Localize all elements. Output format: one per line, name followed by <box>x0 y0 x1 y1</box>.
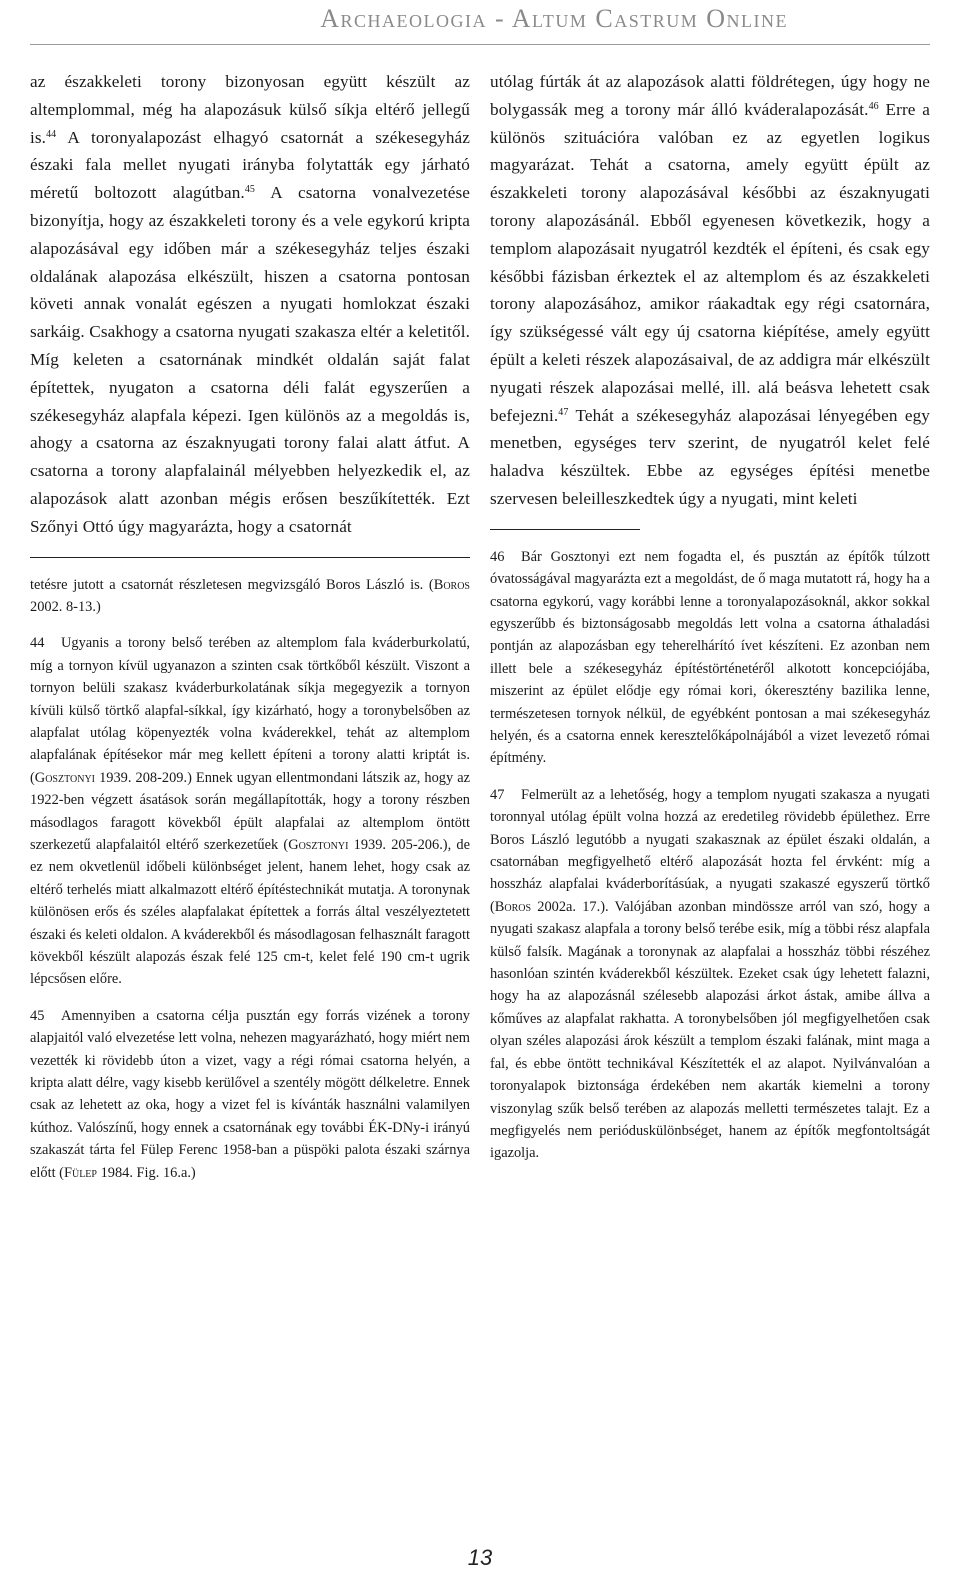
footnote-ref-47[interactable]: 47 <box>558 406 569 418</box>
header-rule <box>30 44 930 45</box>
left-column <box>30 68 470 1198</box>
left-body-paragraph: az északkeleti torony bizonyosan együtt készült az altemplommal, még ha alapozásuk külső síkja eltérő jellegű is.$^{44}$ A toronyalapozást elhagyó csatornát a székesegyház északi fala mellet nyugati irányba folytatták egy járható méretű boltozott alagútban.$^{45}$ A csatorna vonalvezetése bizonyítja, hogy az északkeleti torony és a vele egykorú kripta alapozásával egy időben már a székesegyház teljes északi oldalának alapozása elkészült, hiszen a csatorna pontosan követi annak vonalát egészen a nyugati homlokzat északi sarkáig. Csakhogy a csatorna nyugati szakasza eltér a keletitől. Míg keleten a csatornának mindkét oldalán saját falat építettek, nyugaton a csatorna déli falát egyszerűen a székesegyház alapfala képezi. Igen különös az a megoldás is, ahogy a csatorna az északnyugati torony falai alatt átfut. A csatorna a torony alapfalainál mélyebben helyezkedik el, az alapozások alatt azonban mégis erősen beszűkítették. Ezt Szőnyi Ottó úgy magyarázta, hogy a csatornát <box>30 72 470 536</box>
right-column <box>490 68 930 1179</box>
footnote-number: 46 <box>490 548 505 565</box>
footnote-44: 44 Ugyanis a torony belső terében az altemplom fala kváderburkolatú, míg a tornyon kívül ugyanazon a szinten csak törtkőből készült. Viszont a tornyon belüli szakasz kváderburkolatának síkja megegyezik a tornyon kívüli külső törtkő alapfal-síkkal, így kizárható, hogy a toronybelsőben az alapfalat utólag köpenyezték volna kváderekkel, tehát az altemplom alapfalának építésekor már meg kellett építeni a torony alatti kriptát is. (Gosztonyi 1939. 208-209.) Ennek ugyan ellentmondani látszik az, hogy az 1922-ben végzett ásatások során megállapították, hogy a torony részben másodlagos faragott kövekből épült alapfalai az altemplom öntött szerkezetű alapfalaitól eltérő szerkezetűek (Gosztonyi 1939. 205-206.), de ez nem okvetlenül időbeli különbséget jelent, hanem lehet, hogy csak az eltérő terhelés miatt alkalmazott eltérő építéstechnikát mutatja. A toronynak különösen erős és széles alapfalakat építettek a forrás által veszélyeztetett északi és keleti oldalon. A kváderekből és másodlagosan felhasznált faragott kövekből készült alapozás észak felé 125 cm-t, kelet felé 190 cm-t ugrik lépcsősen előre. <box>30 632 470 991</box>
footnote-continuation: tetésre jutott a csatornát részletesen megvizsgáló Boros László is. (Boros 2002. 8-13.) <box>30 576 470 615</box>
footnote-ref-46[interactable]: 46 <box>868 100 879 112</box>
page-number: 13 <box>467 1545 493 1570</box>
footnote-47: 47 Felmerült az a lehetőség, hogy a templom nyugati szakasza a nyugati toronnyal utólag épült volna hozzá az eredetileg rövidebb épülethez. Erre Boros László legutóbb a nyugati szakasznak az épület északi oldalán, a csatornában megfigyelhető eltérő alapozását hozta fel érvként: míg a hosszház alapfalai kváderborításúak, a nyugati szakaszé egyszerű törtkő (Boros 2002a. 17.). Valójában azonban mindössze arról van szó, hogy a nyugati szakasz alapfala a torony belső terébe esik, míg a többi rész alapfala külső falsík. Magának a toronynak az alapfalai a hosszház többi részéhez hasonlóan szintén kváderekből készültek. Ezeket csak úgy lehetett falazni, hogy ha az alapozásnál szélesebb alapozási árkot ástak, amibe állva a kőműves az alapfalat rakhatta. A toronybelsőben jól megfigyelhetően csak olyan széles alapozási árok készült a templom északi falának, mint maga a fal, és ebbe öntött technikával Készítették el az alapot. Nyilvánvalóan a toronyalapok biztonsága érdekében nem akarták kiemelni a torony viszonylag szűk belső terében az alapozás melletti természetes talajt. Ez a megfigyelés nem perióduskülönbséget, hanem az építők megfontoltságát igazolja. <box>490 784 930 1165</box>
footnote-separator <box>30 557 470 558</box>
footnote-number: 45 <box>30 1007 45 1024</box>
footnote-45: 45 Amennyiben a csatorna célja pusztán egy forrás vizének a torony alapjaitól való elvezetése lett volna, nehezen magyarázható, hogy miért nem vezették ki rövidebb úton a vizet, vagy a régi római csatorna helyén, a kripta alatt délre, vagy kisebb kerülővel a szentély mögött délkeletre. Ennek csak az lehetett az oka, hogy a vizet fel is kívánták használni valamilyen kúthoz. Valószínű, hogy ennek a csatornának egy további ÉK-DNy-i irányú szakaszát tárta fel Fülep Ferenc 1958-ban a püspöki palota északi szárnya előtt (Fülep 1984. Fig. 16.a.) <box>30 1005 470 1184</box>
footnote-separator <box>490 529 640 530</box>
footnote-number: 47 <box>490 786 505 803</box>
footnote-ref-44[interactable]: 44 <box>46 128 57 140</box>
page-header <box>0 0 960 44</box>
journal-title: Archaeologia - Altum Castrum Online <box>320 4 788 33</box>
footnote-ref-45[interactable]: 45 <box>244 184 256 196</box>
footnote-46: 46 Bár Gosztonyi ezt nem fogadta el, és pusztán az építők túlzott óvatosságával magyarázta ezt a megoldást, de ő maga mutatott rá, hogy ha a csatorna egykorú, vagy korábbi lenne a toronyalapozásoknál, akkor sokkal egyszerűbb és biztonságosabb megoldás lett volna a csatorna áthaladási pontján az alapozásban egy teherelhárító ívet készíteni. Ez azonban nem illett bele a székesegyház építéstörténetéről alkotott koncepciójába, miszerint az épület elődje egy római kori, ókeresztény bazilika lenne, természetesen tornyok nélkül, de egyébként pontosan a mai székesegyház helyén, és a csatorna ennek keresztelőkápolnájából a vizet levezető római építmény. <box>490 546 930 770</box>
footnote-number: 44 <box>30 635 45 652</box>
right-body-paragraph: utólag fúrták át az alapozások alatti földrétegen, úgy hogy ne bolygassák meg a torony már álló kváderalapozását.$^{46}$ Erre a különös szituációra valóban ez az egyetlen logikus magyarázat. Tehát a csatorna, amely együtt épült az északkeleti torony alapozásával későbbi az északnyugati torony alapozásánál. Ebből egyenesen következik, hogy a templom alapozásait nyugatról kezdték el építeni, és csak egy későbbi fázisban érkeztek el az altemplom és az északkeleti torony alapozásához, amikor ráakadtak egy régi csatornára, így szükségessé vált egy új csatorna kiépítése, amely együtt épült a keleti részek alapozásaival, de az addigra már elkészült nyugati részek alapozásai mellé, ill. alá beásva lehetett csak befejezni.$^{47}$ Tehát a székesegyház alapozásai lényegében egy menetben, egységes terv szerint, de nyugatról kelet felé haladva készültek. Ebbe az egységes építési menetbe szervesen beleilleszkedtek úgy a nyugati, mint keleti <box>490 72 930 508</box>
